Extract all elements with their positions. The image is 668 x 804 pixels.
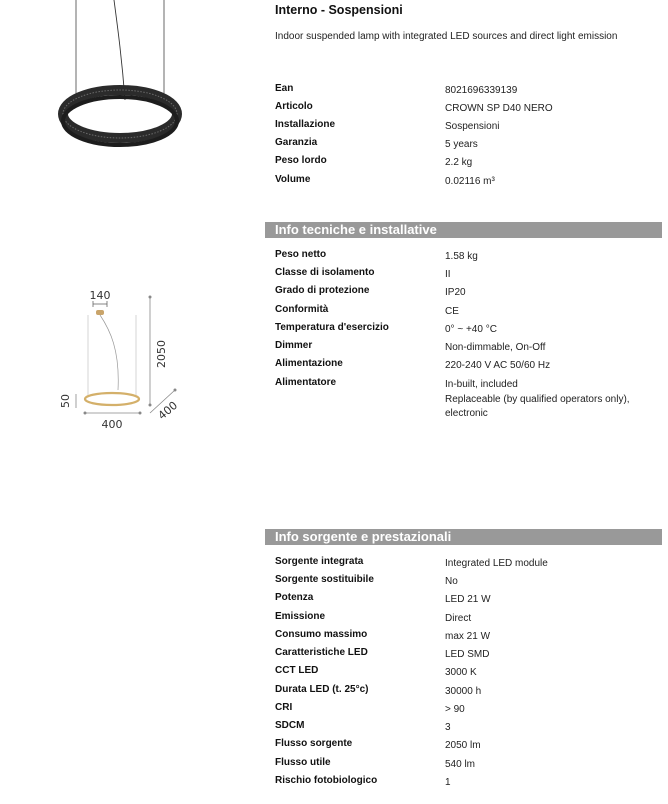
spec-label: Caratteristiche LED	[275, 647, 368, 658]
spec-value: Non-dimmable, On-Off	[445, 342, 546, 353]
spec-value: > 90	[445, 704, 465, 715]
spec-label: Garanzia	[275, 137, 318, 148]
spec-row	[275, 738, 665, 754]
spec-label: Dimmer	[275, 340, 313, 351]
spec-label: Potenza	[275, 592, 314, 603]
spec-row	[275, 377, 665, 423]
spec-row	[275, 155, 665, 171]
spec-value: LED 21 W	[445, 594, 491, 605]
spec-value: IP20	[445, 287, 466, 298]
spec-row	[275, 611, 665, 627]
spec-row	[275, 358, 665, 374]
spec-value: II	[445, 269, 451, 280]
spec-row	[275, 322, 665, 338]
spec-row	[275, 340, 665, 356]
spec-value: 3000 K	[445, 667, 477, 678]
spec-value: 5 years	[445, 139, 478, 150]
spec-label: Peso netto	[275, 249, 327, 260]
spec-label: Sorgente integrata	[275, 556, 364, 567]
spec-label: Grado di protezione	[275, 285, 370, 296]
spec-value: Integrated LED module	[445, 558, 548, 569]
dim-ring-height: 50	[59, 394, 72, 408]
spec-value: 3	[445, 722, 451, 733]
spec-row	[275, 101, 665, 117]
spec-value	[445, 378, 665, 422]
spec-value: No	[445, 576, 458, 587]
spec-row	[275, 629, 665, 645]
spec-label: CCT LED	[275, 665, 319, 676]
spec-row	[275, 174, 665, 190]
spec-label: Articolo	[275, 101, 313, 112]
spec-value: max 21 W	[445, 631, 491, 642]
spec-row	[275, 574, 665, 590]
spec-label: SDCM	[275, 720, 305, 731]
spec-label: Durata LED (t. 25°c)	[275, 684, 369, 695]
spec-value-line: electronic	[445, 408, 488, 419]
spec-value: 0° ~ +40 °C	[445, 324, 497, 335]
spec-value: 0.02116 m³	[445, 176, 495, 187]
spec-value: CROWN SP D40 NERO	[445, 103, 553, 114]
spec-row	[275, 556, 665, 572]
section-header-technical: Info tecniche e installative	[265, 222, 662, 238]
spec-label: Rischio fotobiologico	[275, 775, 378, 786]
dim-top-width: 140	[89, 289, 111, 302]
spec-row	[275, 665, 665, 681]
spec-label: CRI	[275, 702, 293, 713]
spec-label: Temperatura d'esercizio	[275, 322, 389, 333]
spec-value: 220-240 V AC 50/60 Hz	[445, 360, 551, 371]
spec-row	[275, 285, 665, 301]
spec-row	[275, 775, 665, 791]
spec-row	[275, 647, 665, 663]
dim-diameter-side: 400	[155, 398, 181, 423]
spec-row	[275, 720, 665, 736]
spec-label: Classe di isolamento	[275, 267, 375, 278]
spec-row	[275, 137, 665, 153]
section-header-source: Info sorgente e prestazionali	[265, 529, 662, 545]
spec-label: Volume	[275, 174, 311, 185]
spec-value: 540 lm	[445, 759, 476, 770]
spec-label: Flusso utile	[275, 757, 331, 768]
spec-row	[275, 757, 665, 773]
spec-value: Sospensioni	[445, 121, 500, 132]
spec-value: 8021696339139	[445, 85, 518, 96]
spec-label: Consumo massimo	[275, 629, 368, 640]
spec-label: Peso lordo	[275, 155, 327, 166]
spec-value: 30000 h	[445, 686, 482, 697]
spec-value: 2050 lm	[445, 740, 481, 751]
spec-row	[275, 119, 665, 135]
product-description: Indoor suspended lamp with integrated LED sources and direct light emission	[275, 31, 618, 42]
spec-label: Conformità	[275, 304, 329, 315]
spec-row	[275, 249, 665, 265]
spec-label: Alimentazione	[275, 358, 343, 369]
spec-row	[275, 304, 665, 320]
spec-label: Alimentatore	[275, 377, 337, 388]
dimension-drawing	[0, 280, 240, 440]
dim-diameter-front: 400	[101, 418, 123, 431]
spec-value: Direct	[445, 613, 472, 624]
spec-value: LED SMD	[445, 649, 490, 660]
spec-label: Installazione	[275, 119, 336, 130]
spec-value: 1.58 kg	[445, 251, 478, 262]
product-photo	[0, 0, 240, 160]
spec-label: Ean	[275, 83, 294, 94]
spec-row	[275, 267, 665, 283]
spec-row	[275, 684, 665, 700]
spec-row	[275, 83, 665, 99]
spec-row	[275, 702, 665, 718]
spec-row	[275, 592, 665, 608]
spec-label: Flusso sorgente	[275, 738, 353, 749]
spec-value: CE	[445, 306, 459, 317]
spec-label: Sorgente sostituibile	[275, 574, 374, 585]
spec-value-line: In-built, included	[445, 379, 518, 390]
dim-height: 2050	[155, 340, 168, 368]
spec-value: 1	[445, 777, 451, 788]
spec-value: 2.2 kg	[445, 157, 473, 168]
spec-label: Emissione	[275, 611, 326, 622]
spec-value-line: Replaceable (by qualified operators only),	[445, 393, 630, 405]
page-title: Interno - Sospensioni	[275, 3, 403, 17]
